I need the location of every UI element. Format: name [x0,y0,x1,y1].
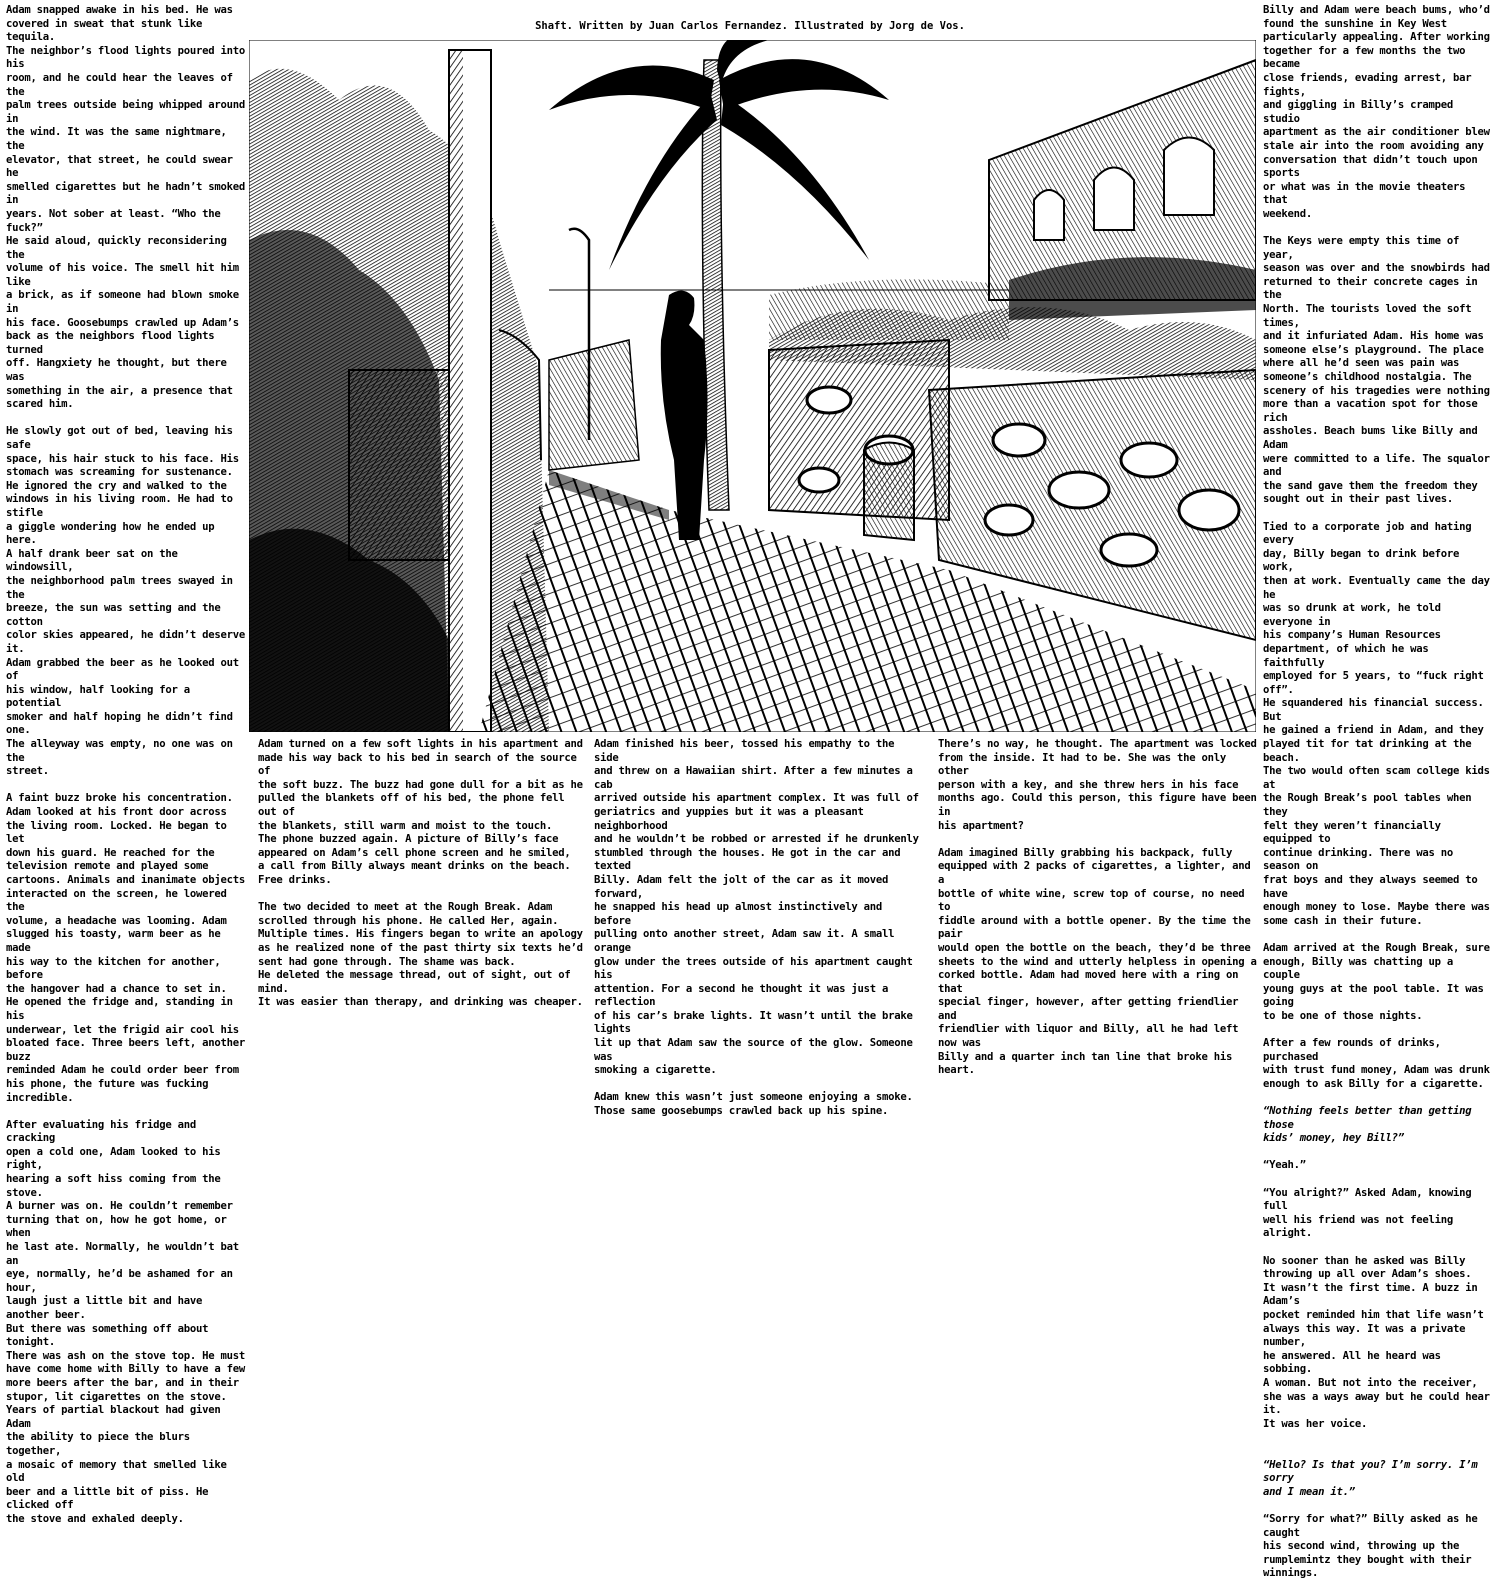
paragraph: Tied to a corporate job and hating every day, Billy began to drink before work, then at work. Eventually came the day he was so drunk at work, he told everyone in his company’s Human Resources department, of which he was faithfully employed for 5 years, to “fuck right off”. He squandered his financial success. But he gained a friend in Adam, and they played tit for tat drinking at the beach. The two would often scam college kids at the Rough Break’s pool tables when they felt they weren’t financially equipped to continue drinking. There was no season on frat boys and they always seemed to have enough money to lose. Maybe there was some cash in their future. [1263,520,1490,927]
paragraph: He slowly got out of bed, leaving his safe space, his hair stuck to his face. His stomach was screaming for sustenance. He ignored the cry and walked to the windows in his living room. He had to stifle a giggle wondering how he ended up here. A half drank beer sat on the windowsill, the neighborhood palm trees swayed in the breeze, the sun was setting and the cotton color skies appeared, he didn’t deserve it. Adam grabbed the beer as he looked out of his window, half looking for a potential smoker and half hoping he didn’t find one. The alleyway was empty, no one was on the street. [6,425,245,778]
paragraph: No sooner than he asked was Billy throwing up all over Adam’s shoes. It wasn’t the first time. A buzz in Adam’s pocket reminded him that life wasn’t always this way. It was a private number, he answered. All he heard was sobbing. A woman. But not into the receiver, she was a ways away but he could hear it. It was her voice. [1263,1254,1490,1430]
utility-pole-shade [449,50,463,732]
dialogue-line: “You alright?” Asked Adam, knowing full well his friend was not feeling alright. [1263,1186,1472,1240]
illustration [249,40,1256,732]
paragraph: Adam finished his beer, tossed his empathy to the side and threw on a Hawaiian shirt. After a few minutes a cab arrived outside his apartment complex. It was full of geriatrics and yuppies but it was a pleasant neighborhood and he wouldn’t be robbed or arrested if he drunkenly stumbled through the houses. He got in the car and texted Billy. Adam felt the jolt of the car as it moved forward, he snapped his head up almost instinctively and before pulling onto another street, Adam saw it. A small orange glow under the trees outside of his apartment caught his attention. For a second he thought it was just a reflection of his car’s brake lights. It wasn’t until the brake lights lit up that Adam saw the source of the glow. Someone was smoking a cigarette. [594,738,919,1077]
bottom-text-column-2 [594,738,924,1132]
paragraph: A faint buzz broke his concentration. Adam looked at his front door across the living room. Locked. He began to let down his guard. He reached for the television remote and played some cartoons. Animals and inanimate objects interacted on the screen, he lowered the volume, a headache was looming. Adam slugged his toasty, warm beer as he made his way to the kitchen for another, before the hangover had a chance to set in. He opened the fridge and, standing in his underwear, let the frigid air cool his bloated face. Three beers left, another buzz reminded Adam he could order beer from his phone, the future was fucking incredible. [6,792,245,1104]
right-text-column [1263,4,1495,1594]
stone-wall [769,340,949,520]
paragraph: Adam imagined Billy grabbing his backpack, fully equipped with 2 packs of cigarettes, a lighter, and a bottle of white wine, screw top of course, no need to fiddle around with a bottle opener. By the time the pair would open the bottle on the beach, they’d be three sheets to the wind and utterly helpless in opening a corked bottle. Adam had moved here with a ring on that special finger, however, after getting friendlier and friendlier with liquor and Billy, all he had left now was Billy and a quarter inch tan line that broke his heart. [938,846,1257,1077]
bottom-text-column-3 [938,738,1258,1091]
left-text-column [6,4,251,1540]
bottom-text-column-1 [258,738,583,1023]
paragraph: Adam snapped awake in his bed. He was covered in sweat that stunk like tequila. The neighbor’s flood lights poured into his room, and he could hear the leaves of the palm trees outside being whipped around in the wind. It was the same nightmare, the elevator, that street, he could swear he smelled cigarettes but he hadn’t smoked in years. Not sober at least. “Who the fuck?” He said aloud, quickly reconsidering the volume of his voice. The smell hit him like a brick, as if someone had blown smoke in his face. Goosebumps crawled up Adam’s back as the neighbors flood lights turned off. Hangxiety he thought, but there was something in the air, a presence that scared him. [6,4,245,411]
alley-house [549,340,639,470]
paragraph: The Keys were empty this time of year, season was over and the snowbirds had returned to their concrete cages in the North. The tourists loved the soft times, and it infuriated Adam. His home was someone else’s playground. The place where all he’d seen was pain was someone’s childhood nostalgia. The scenery of his tragedies were nothing more than a vacation spot for those rich assholes. Beach bums like Billy and Adam were committed to a life. The squalor and the sand gave them the freedom they sought out in their past lives. [1263,235,1490,506]
dialogue-line: “Sorry for what?” Billy asked as he caught his second wind, throwing up the rumplemintz they bought with their winnings. [1263,1512,1478,1580]
paragraph: The two decided to meet at the Rough Break. Adam scrolled through his phone. He called Her, again. Multiple times. His fingers began to write an apology as he realized none of the past thirty six texts he’d sent had gone through. The shame was back. He deleted the message thread, out of sight, out of mind. It was easier than therapy, and drinking was cheaper. [258,901,583,1009]
page-header: Shaft. Written by Juan Carlos Fernandez. Illustrated by Jorg de Vos. [535,20,965,32]
paragraph: Adam turned on a few soft lights in his apartment and made his way back to his bed in search of the source of the soft buzz. The buzz had gone dull for a bit as he pulled the blankets off of his bed, the phone fell out of the blankets, still warm and moist to the touch. The phone buzzed again. A picture of Billy’s face appeared on Adam’s cell phone screen and he smiled, a call from Billy always meant drinks on the beach. Free drinks. [258,738,583,886]
paragraph: Billy and Adam were beach bums, who’d found the sunshine in Key West particularly appealing. After working together for a few months the two became close friends, evading arrest, bar fights, and giggling in Billy’s cramped studio apartment as the air conditioner blew stale air into the room avoiding any conversation that didn’t touch upon sports or what was in the movie theaters that weekend. [1263,4,1490,220]
paragraph: Adam knew this wasn’t just someone enjoying a smoke. Those same goosebumps crawled back up his spine. [594,1091,913,1118]
paragraph: There’s no way, he thought. The apartment was locked from the inside. It had to be. She was the only other person with a key, and she threw hers in his face months ago. Could this person, this figure have been in his apartment? [938,738,1257,832]
paragraph: After a few rounds of drinks, purchased with trust fund money, Adam was drunk enough to ask Billy for a cigarette. [1263,1037,1490,1090]
dialogue-line: “Hello? Is that you? I’m sorry. I’m sorry and I mean it.” [1263,1458,1478,1498]
dialogue-line: “Yeah.” [1263,1159,1306,1172]
garden-gate [864,443,914,541]
paragraph: After evaluating his fridge and cracking open a cold one, Adam looked to his right, hearing a soft hiss coming from the stove. A burner was on. He couldn’t remember turning that on, how he got home, or when he last ate. Normally, he wouldn’t bat an eye, normally, he’d be ashamed for an hour, laugh just a little bit and have another beer. But there was something off about tonight. There was ash on the stove top. He must have come home with Billy to have a few more beers after the bar, and in their stupor, lit cigarettes on the stove. Years of partial blackout had given Adam the ability to piece the blurs together, a mosaic of memory that smelled like old beer and a little bit of piss. He clicked off the stove and exhaled deeply. [6,1118,245,1525]
paragraph: Adam arrived at the Rough Break, sure enough, Billy was chatting up a couple young guys at the pool table. It was going to be one of those nights. [1263,941,1490,1022]
dialogue-line: “Nothing feels better than getting those kids’ money, hey Bill?” [1263,1105,1472,1145]
